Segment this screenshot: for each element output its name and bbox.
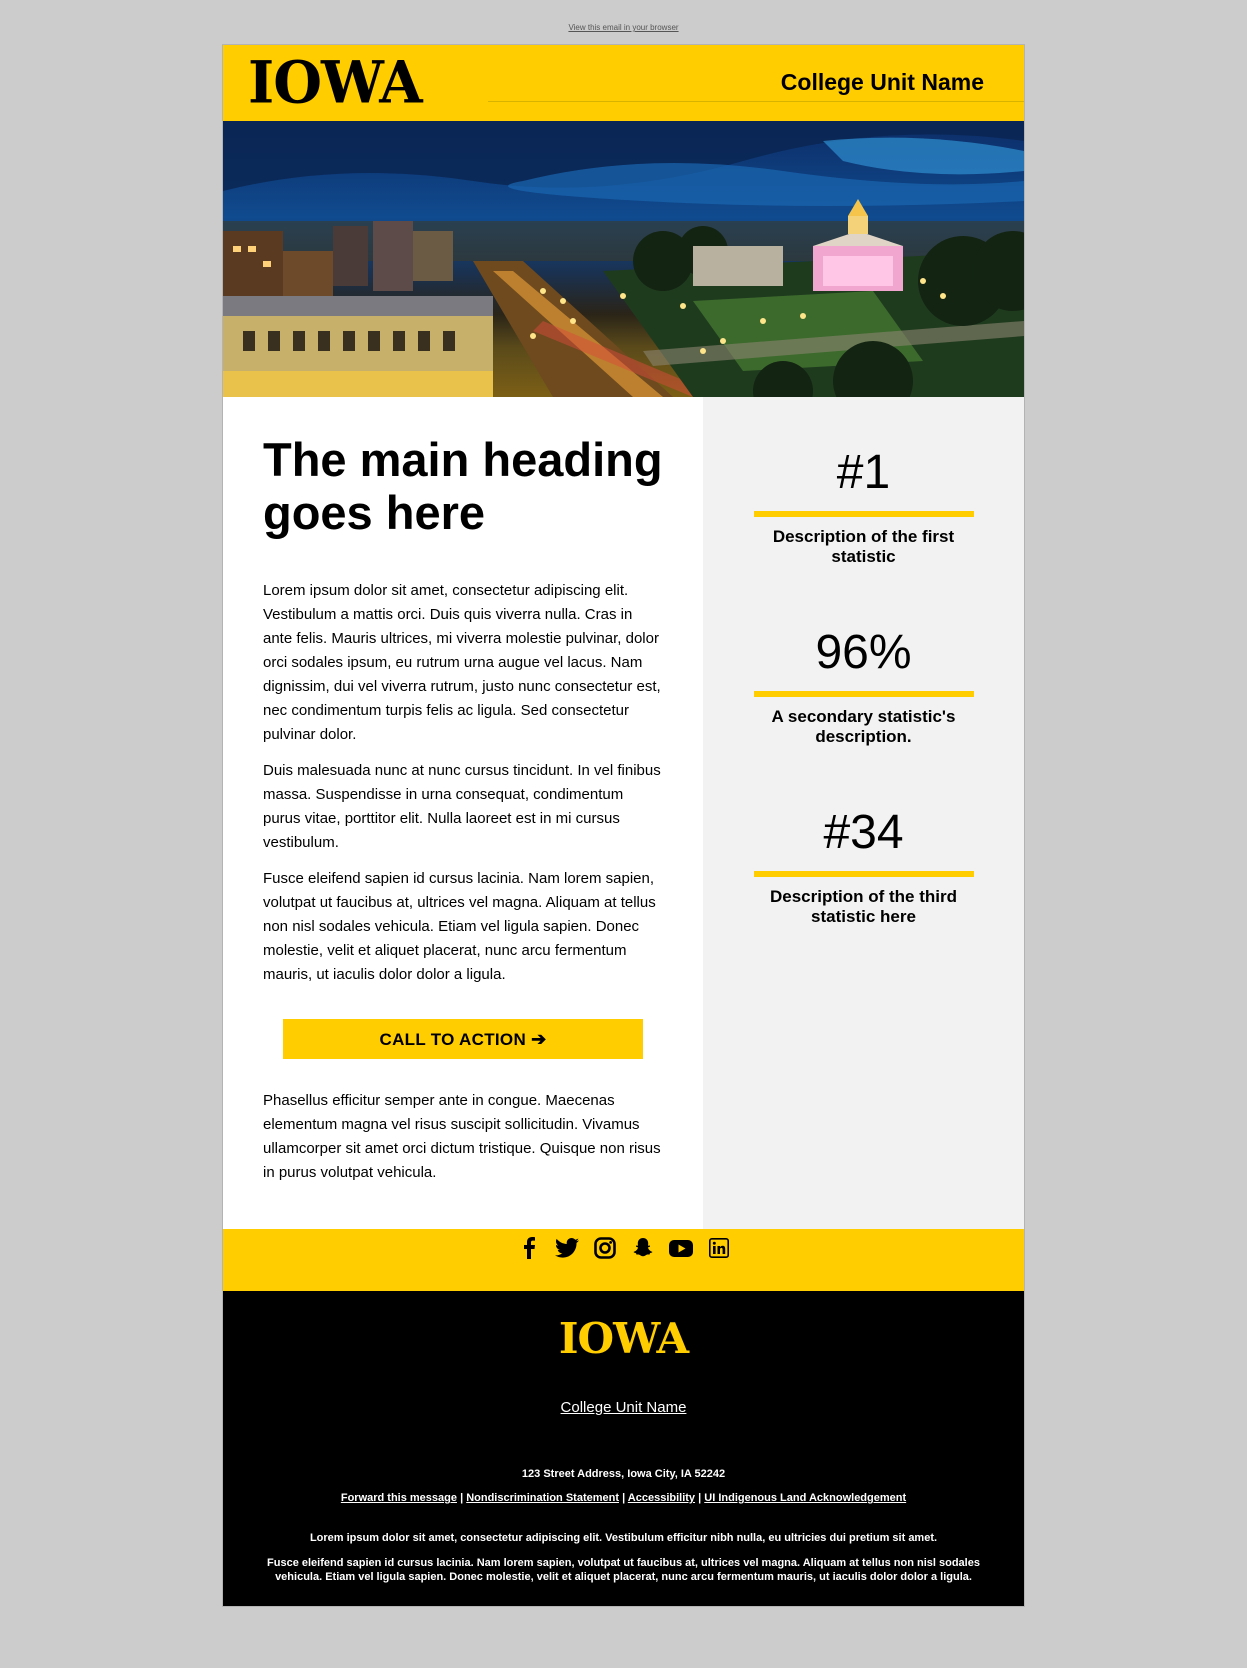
stat-divider bbox=[754, 871, 974, 877]
stat-divider bbox=[754, 511, 974, 517]
stats-column bbox=[703, 397, 1024, 1229]
email-footer bbox=[223, 1291, 1024, 1606]
footer-unit-link[interactable]: College Unit Name bbox=[560, 1399, 687, 1416]
header-divider bbox=[488, 101, 1024, 102]
instagram-icon[interactable] bbox=[593, 1237, 617, 1261]
forward-message-link[interactable]: Forward this message bbox=[340, 1492, 457, 1504]
footer-unit bbox=[243, 1399, 1004, 1416]
closing-paragraph: Phasellus efficitur semper ante in congue. Maecenas elementum magna vel risus suscipit sollicitudin. Vivamus ullamcorper sit amet orci dictum tristique. Quisque non risus in purus volutpat vehicula. bbox=[263, 1092, 661, 1181]
body-paragraph: Duis malesuada nunc at nunc cursus tincidunt. In vel finibus massa. Suspendisse in urna consequat, condimentum purus vitae, porttitor elit. Nulla laoreet est in mi cursus vestibulum. bbox=[263, 762, 661, 851]
iowa-logo[interactable]: IOWA bbox=[248, 49, 422, 117]
youtube-icon[interactable] bbox=[669, 1237, 693, 1261]
stat-divider bbox=[754, 691, 974, 697]
land-acknowledgement-link[interactable]: UI Indigenous Land Acknowledgement bbox=[704, 1492, 907, 1504]
stat-value: #34 bbox=[823, 806, 904, 859]
hero-image bbox=[223, 121, 1024, 397]
email-container bbox=[222, 44, 1025, 1607]
main-column bbox=[223, 397, 703, 1229]
link-separator: | bbox=[698, 1492, 702, 1504]
footer-iowa-logo[interactable]: IOWA bbox=[558, 1314, 689, 1363]
stat-description: Description of the third statistic here bbox=[770, 887, 957, 926]
snapchat-icon[interactable] bbox=[631, 1237, 655, 1261]
stat-block bbox=[703, 805, 1024, 927]
cta-wrapper bbox=[263, 999, 663, 1089]
nondiscrimination-link[interactable]: Nondiscrimination Statement bbox=[466, 1492, 619, 1504]
view-in-browser-link[interactable]: View this email in your browser bbox=[568, 23, 679, 32]
arrow-right-icon: ➔ bbox=[531, 1029, 547, 1049]
linkedin-icon[interactable] bbox=[707, 1237, 731, 1261]
stat-block bbox=[703, 445, 1024, 567]
cta-label: CALL TO ACTION bbox=[379, 1030, 527, 1049]
stat-description: A secondary statistic's description. bbox=[771, 707, 956, 746]
email-header bbox=[223, 45, 1024, 121]
twitter-icon[interactable] bbox=[555, 1237, 579, 1261]
call-to-action-button[interactable] bbox=[283, 1019, 643, 1059]
accessibility-link[interactable]: Accessibility bbox=[627, 1492, 696, 1504]
stat-block bbox=[703, 625, 1024, 747]
footer-address: 123 Street Address, Iowa City, IA 52242 bbox=[521, 1468, 726, 1480]
main-heading: The main heading goes here bbox=[263, 433, 663, 539]
stat-description: Description of the first statistic bbox=[772, 527, 955, 566]
content-row bbox=[223, 397, 1024, 1229]
header-unit-name: College Unit Name bbox=[780, 69, 984, 95]
link-separator: | bbox=[460, 1492, 464, 1504]
facebook-icon[interactable] bbox=[517, 1237, 541, 1261]
body-paragraph: Lorem ipsum dolor sit amet, consectetur adipiscing elit. Vestibulum a mattis orci. Duis quis viverra nulla. Cras in ante felis. Mauris ultrices, mi viverra molestie pulvinar, dolor orci sodales ipsum, eu rutrum urna augue vel lacus. Nam dignissim, dui vel viverra rutrum, justo nunc consectetur est, nec condimentum turpis felis ac ligula. Sed consectetur pulvinar dolor. bbox=[263, 582, 661, 743]
stat-value: 96% bbox=[815, 626, 912, 679]
footer-paragraph: Fusce eleifend sapien id cursus lacinia. Nam lorem sapien, volutpat ut faucibus at, ultrices vel magna. Aliquam at tellus non nisl sodales vehicula. Etiam vel ligula sapien. Donec molestie, velit et aliquet placerat, nunc arcu fermentum mauris, ut iaculis dolor dolor a ligula. bbox=[267, 1557, 980, 1583]
stat-value: #1 bbox=[836, 446, 891, 499]
social-bar bbox=[223, 1229, 1024, 1291]
footer-paragraph: Lorem ipsum dolor sit amet, consectetur adipiscing elit. Vestibulum efficitur nibh nulla, eu ultricies dui pretium sit amet. bbox=[309, 1532, 938, 1544]
preheader bbox=[0, 23, 1247, 32]
body-paragraph: Fusce eleifend sapien id cursus lacinia. Nam lorem sapien, volutpat ut faucibus at, ultrices vel magna. Aliquam at tellus non nisl sodales vehicula. Etiam vel ligula sapien. Donec molestie, velit et aliquet placerat, nunc arcu fermentum mauris, ut iaculis dolor dolor a ligula. bbox=[263, 870, 656, 983]
footer-links bbox=[243, 1492, 1004, 1504]
link-separator: | bbox=[622, 1492, 626, 1504]
